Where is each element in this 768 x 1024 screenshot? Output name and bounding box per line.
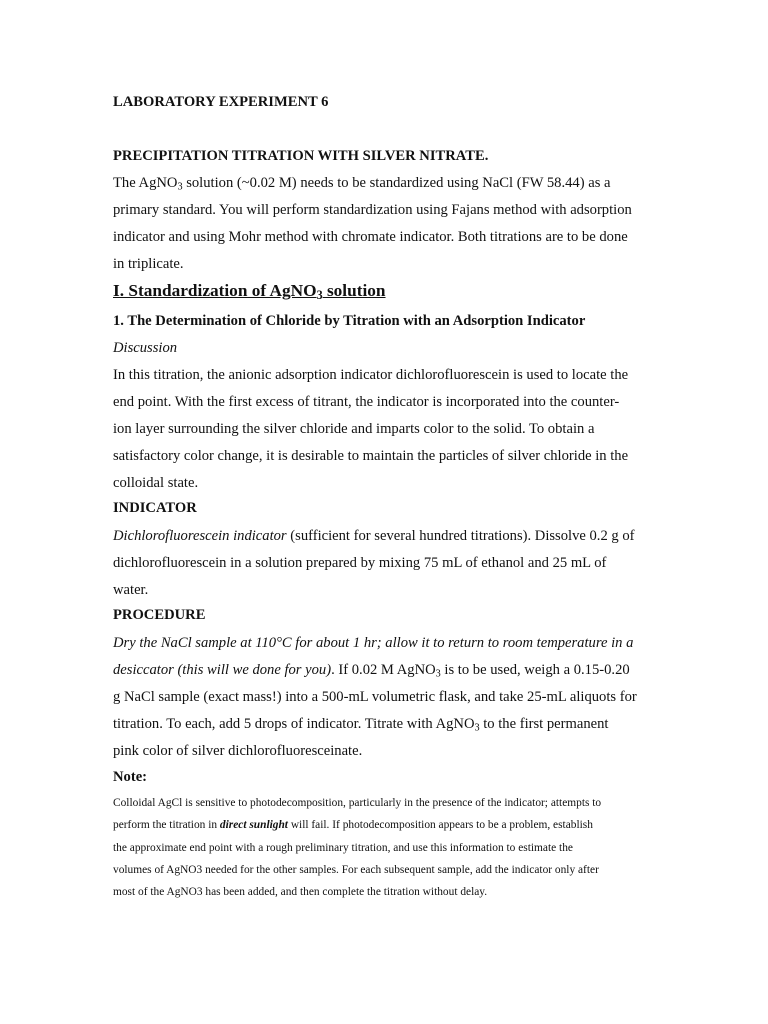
subsection-heading: 1. The Determination of Chloride by Titration with an Adsorption Indicator bbox=[113, 313, 586, 329]
discussion-line: In this titration, the anionic adsorption indicator dichlorofluorescein is used to locate the bbox=[113, 367, 629, 383]
procedure-heading: PROCEDURE bbox=[113, 607, 206, 623]
note-heading: Note: bbox=[113, 769, 148, 785]
intro-line-2: primary standard. You will perform standardization using Fajans method with adsorption bbox=[113, 202, 632, 218]
note-line-5: most of the AgNO3 has been added, and then complete the titration without delay. bbox=[113, 886, 488, 898]
discussion-line: ion layer surrounding the silver chloride and imparts color to the solid. To obtain a bbox=[113, 421, 595, 437]
intro-line-1: The AgNO$_3$ solution (~0.02 M) needs to be standardized using NaCl (FW 58.44) as a bbox=[113, 175, 611, 193]
indicator-line-2: dichlorofluorescein in a solution prepared by mixing 75 mL of ethanol and 25 mL of bbox=[113, 555, 607, 571]
section-heading: I. Standardization of AgNO$_3$ solution bbox=[113, 281, 386, 303]
note-line-4: volumes of AgNO3 needed for the other samples. For each subsequent sample, add the indicator only after bbox=[113, 864, 599, 876]
indicator-heading: INDICATOR bbox=[113, 500, 197, 516]
discussion-line: colloidal state. bbox=[113, 475, 199, 491]
indicator-line-3: water. bbox=[113, 582, 149, 598]
procedure-line-4: titration. To each, add 5 drops of indicator. Titrate with AgNO$_3$ to the first permanent bbox=[113, 716, 609, 734]
intro-line-4: in triplicate. bbox=[113, 256, 184, 272]
document-title: LABORATORY EXPERIMENT 6 bbox=[113, 94, 329, 110]
indicator-line-1: Dichlorofluorescein indicator (sufficient for several hundred titrations). Dissolve 0.2 g of bbox=[113, 528, 635, 544]
note-line-2: perform the titration in direct sunlight will fail. If photodecomposition appears to be a problem, establish bbox=[113, 819, 593, 831]
procedure-line-2: desiccator (this will we done for you). If 0.02 M AgNO$_3$ is to be used, weigh a 0.15-0.20 bbox=[113, 662, 630, 680]
note-line-1: Colloidal AgCl is sensitive to photodecomposition, particularly in the presence of the indicator; attempts to bbox=[113, 797, 602, 809]
discussion-label: Discussion bbox=[113, 340, 178, 356]
procedure-line-1: Dry the NaCl sample at 110°C for about 1 hr; allow it to return to room temperature in a bbox=[113, 635, 634, 651]
procedure-line-5: pink color of silver dichlorofluoresceinate. bbox=[113, 743, 363, 759]
note-line-3: the approximate end point with a rough preliminary titration, and use this information to estimate the bbox=[113, 842, 573, 854]
intro-line-3: indicator and using Mohr method with chromate indicator. Both titrations are to be done bbox=[113, 229, 628, 245]
discussion-line: satisfactory color change, it is desirable to maintain the particles of silver chloride in the bbox=[113, 448, 629, 464]
procedure-line-3: g NaCl sample (exact mass!) into a 500-mL volumetric flask, and take 25-mL aliquots for bbox=[113, 689, 637, 705]
document-subtitle: PRECIPITATION TITRATION WITH SILVER NITRATE. bbox=[113, 148, 489, 164]
discussion-line: end point. With the first excess of titrant, the indicator is incorporated into the counter- bbox=[113, 394, 620, 410]
